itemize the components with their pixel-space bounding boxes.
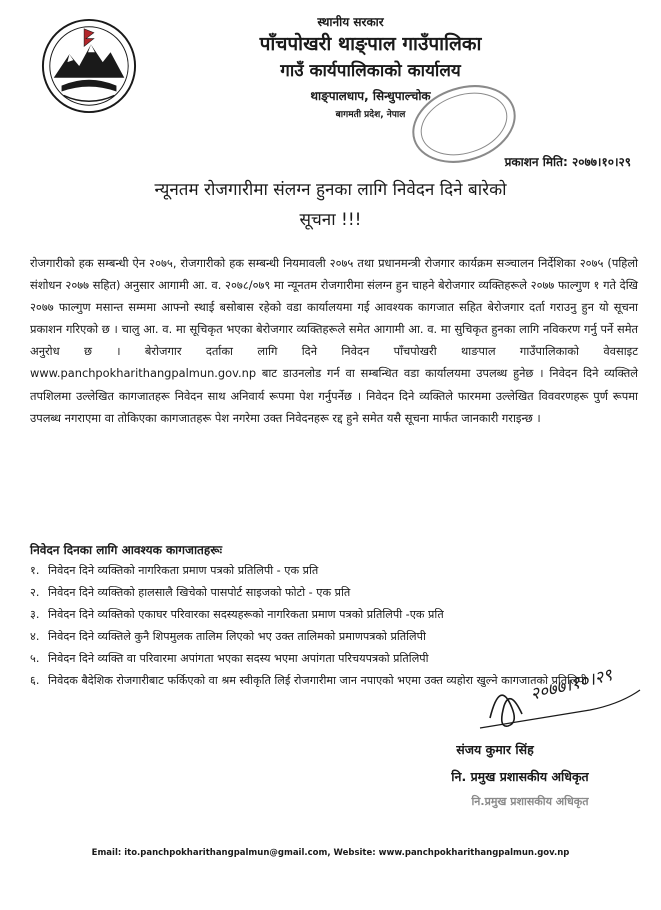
list-item: ६. निवेदक बैदेशिक रोजगारीबाट फर्किएको वा श्रम स्वीकृति लिई रोजगारीमा जान नपाएको भएमा उक्त व्यहोरा खुल्ने कागजातको प्रतिलिपी — [30, 674, 587, 687]
handwritten-signature — [470, 648, 650, 738]
notice-title-line2: सूचना !!! — [299, 210, 362, 230]
notice-title: न्यूनतम रोजगारीमा संलग्न हुनका लागि निवेदन दिने बारेको — [154, 180, 507, 200]
government-level: स्थानीय सरकार — [317, 15, 384, 29]
list-item: ४. निवेदन दिने व्यक्तिले कुनै शिपमुलक तालिम लिएको भए उक्त तालिमको प्रमाणपत्रको प्रतिलिपी — [30, 630, 426, 643]
signature-date: २०७७।१०।२९ — [528, 665, 615, 705]
documents-heading: निवेदन दिनका लागि आवश्यक कागजातहरूः — [30, 543, 223, 557]
list-item: १. निवेदन दिने व्यक्तिको नागरिकता प्रमाण पत्रको प्रतिलिपी - एक प्रति — [30, 564, 319, 577]
signatory-name: संजय कुमार सिंह — [456, 742, 534, 757]
list-item: २. निवेदन दिने व्यक्तिको हालसालै खिचेको पासपोर्ट साइजको फोटो - एक प्रति — [30, 586, 351, 599]
office-stamp — [376, 82, 526, 172]
municipality-name: पाँचपोखरी थाङ्पाल गाउँपालिका — [259, 33, 482, 55]
office-address: थाङ्पालधाप, सिन्धुपाल्चोक — [310, 89, 431, 103]
office-name: गाउँ कार्यपालिकाको कार्यालय — [280, 61, 461, 81]
publication-date: प्रकाशन मिति: २०७७।१०।२९ — [504, 155, 631, 169]
list-item: ५. निवेदन दिने व्यक्ति वा परिवारमा अपांगता भएका सदस्य भएमा अपांगता परिचयपत्रको प्रतिलिपी — [30, 652, 429, 665]
signatory-stamp: नि.प्रमुख प्रशासकीय अधिकृत — [471, 795, 589, 808]
notice-body: रोजगारीको हक सम्बन्धी ऐन २०७५, रोजगारीको हक सम्बन्धी नियमावली २०७५ तथा प्रधानमन्त्री रोजगार कार्यक्रम सञ्चालन निर्देशिका २०७५ (पहिलो संशोधन २०७७ सहित) अनुसार आगामी आ. व. २०७८/०७९ मा न्यूनतम रोजगारीमा संलग्न हुन चाहने बेरोजगार व्यक्तिहरूले २०७७ फाल्गुण १ गते देखि २०७७ फाल्गुण मसान्त सम्ममा आफ्नो स्थाई बसोबास रहेको वडा कार्यालयमा गई आवश्यक कागजात सहित बेरोजगार दर्ता गराउनु हुन यो सूचना प्रकाशन गरिएको छ । चालु आ. व. मा सूचिकृत भएका बेरोजगार व्यक्तिहरूले समेत आगामी आ. व. मा सुचिकृत हुनका लागि नविकरण गर्नु पर्ने समेत अनुरोध छ । बेरोजगार दर्ताका लागि दिने निवेदन पाँचपोखरी थाङपाल गाउँपालिकाको वेवसाइट www.panchpokharithangpalmun.gov.np बाट डाउनलोड गर्न वा सम्बन्धित वडा कार्यालयमा उपलब्ध हुनेछ । निवेदन दिने व्यक्तिले तपशिलमा उल्लेखित कागजातहरू निवेदन साथ अनिवार्य रूपमा पेश गर्नुपर्नेछ । निवेदन दिने व्यक्तिले फारममा उल्लेखित विववरणहरू पुर्ण रूपमा उपलब्ध नगराएमा वा तोकिएका कागजातहरू पेश नगरेमा उक्त निवेदनहरू रद्द हुने समेत यसै सूचना मार्फत जानकारी गराइन्छ । — [30, 256, 638, 425]
province-name: बागमती प्रदेश, नेपाल — [335, 110, 406, 120]
list-item: ३. निवेदन दिने व्यक्तिको एकाघर परिवारका सदस्यहरूको नागरिकता प्रमाण पत्रको प्रतिलिपी -एक प्रति — [30, 608, 444, 621]
footer-contact: Email: ito.panchpokharithangpalmun@gmail.com, Website: www.panchpokharithangpalmun.gov.np — [91, 848, 570, 858]
signatory-title: नि. प्रमुख प्रशासकीय अधिकृत — [451, 769, 589, 784]
